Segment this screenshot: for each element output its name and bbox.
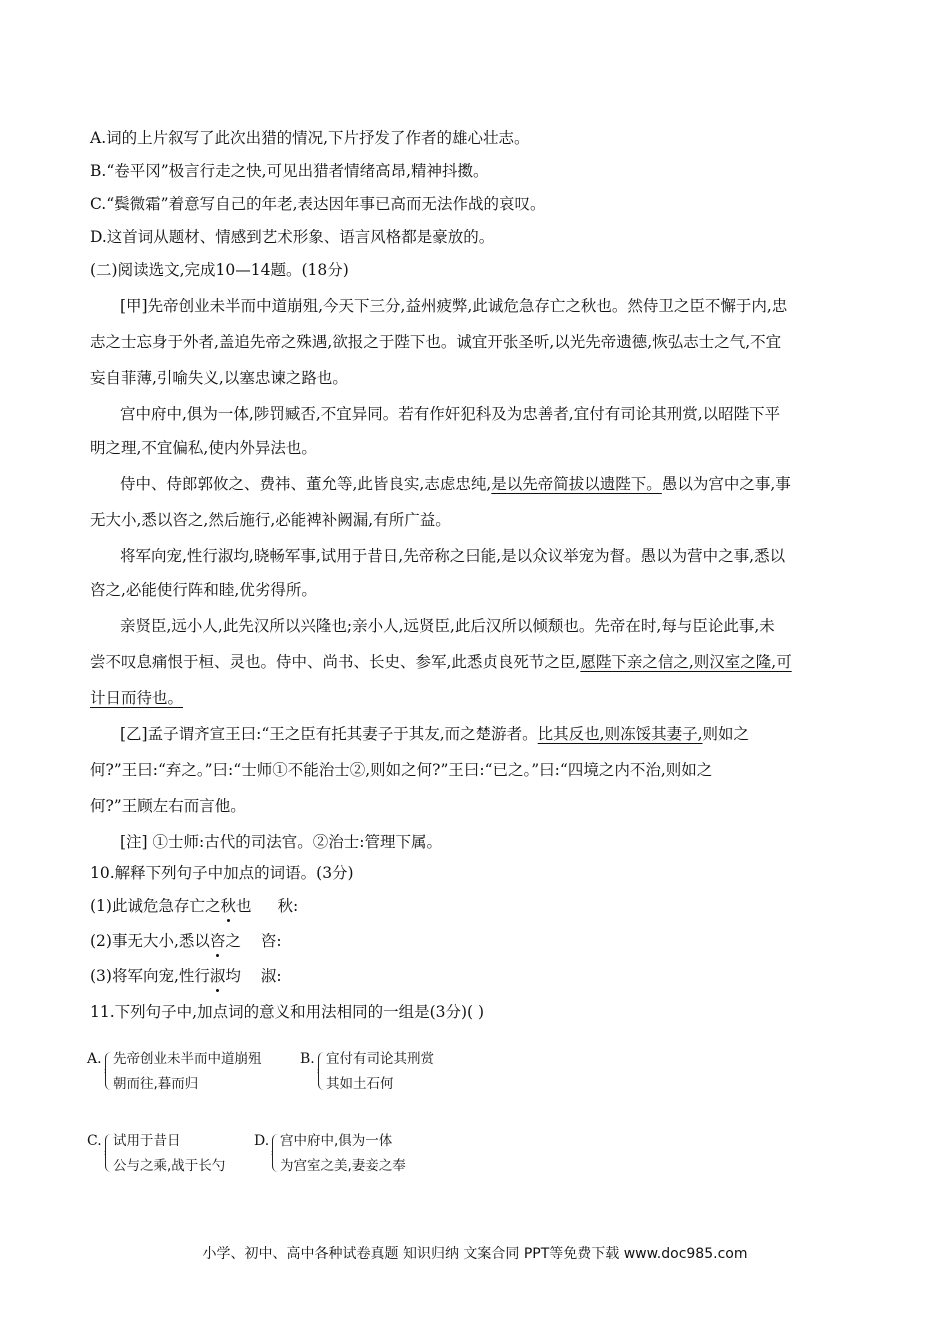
brace-icon <box>105 1052 113 1090</box>
yi-line1 <box>90 723 895 745</box>
jia-p1-line2: 志之士忘身于外者,盖追先帝之殊遇,欲报之于陛下也。诚宜开张圣听,以光先帝遗德,恢弘志士之气,不宜 <box>90 333 782 351</box>
q10-item-1 <box>90 895 298 917</box>
jia-p4-line1: 将军向宠,性行淑均,晓畅军事,试用于昔日,先帝称之曰能,是以众议举宠为督。愚以为营中之事,悉以 <box>120 547 786 565</box>
q10-item-2 <box>90 930 282 952</box>
q10-item-1-answer-label: 秋: <box>277 897 299 915</box>
option-b-line1: 宜付有司论其刑赏 <box>326 1051 434 1067</box>
brace-icon <box>318 1052 326 1090</box>
q10-item-1-pre: (1)此诚危急存亡之 <box>90 897 221 915</box>
jia-p1-line1: [甲]先帝创业未半而中道崩殂,今天下三分,益州疲弊,此诚危急存亡之秋也。然侍卫之臣不懈于内,忠 <box>120 297 788 315</box>
q10-item-3-post: 均 <box>225 967 241 985</box>
jia-p3-text-b: 愚以为宫中之事,事 <box>661 475 791 493</box>
dotted-word: 咨 <box>209 932 226 950</box>
dotted-word: 秋 <box>220 897 236 915</box>
q10-item-1-post: 也 <box>235 897 252 915</box>
q10-item-2-pre: (2)事无大小,悉以 <box>90 932 210 950</box>
q11-stem: 11.下列句子中,加点词的意义和用法相同的一组是(3分)( ) <box>90 1003 485 1021</box>
option-a-line2: 朝而往,暮而归 <box>113 1076 199 1092</box>
jia-p5-text-a: 尝不叹息痛恨于桓、灵也。侍中、尚书、长史、参军,此悉贞良死节之臣, <box>90 653 581 671</box>
underlined-sentence-2a: 愿陛下亲之信之,则汉室之隆,可 <box>580 653 792 671</box>
jia-p3-line1 <box>90 473 895 495</box>
page-footer: 小学、初中、高中各种试卷真题 知识归纳 文案合同 PPT等免费下载 www.doc985.com <box>202 1246 748 1262</box>
yi-line3: 何?”王顾左右而言他。 <box>90 797 246 815</box>
jia-p2-line2: 明之理,不宜偏私,使内外异法也。 <box>90 439 317 457</box>
jia-p1-line3: 妄自菲薄,引喻失义,以塞忠谏之路也。 <box>90 369 348 387</box>
yi-line2: 何?”王曰:“弃之。”曰:“士师①不能治士②,则如之何?”王曰:“已之。”曰:“四境之内不治,则如之 <box>90 761 713 779</box>
choice-d: D.这首词从题材、情感到艺术形象、语言风格都是豪放的。 <box>90 228 495 246</box>
yi-text-a: [乙]孟子谓齐宣王曰:“王之臣有托其妻子于其友,而之楚游者。 <box>120 725 538 743</box>
jia-p2-line1: 宫中府中,俱为一体,陟罚臧否,不宜异同。若有作奸犯科及为忠善者,宜付有司论其刑赏,以昭陛下平 <box>120 405 781 423</box>
option-c-line1: 试用于昔日 <box>113 1133 181 1149</box>
q11-option-b[interactable] <box>300 1049 500 1097</box>
annotation-note: [注] ①士师:古代的司法官。②治士:管理下属。 <box>120 833 442 851</box>
choice-a: A.词的上片叙写了此次出猎的情况,下片抒发了作者的雄心壮志。 <box>90 129 530 147</box>
q10-item-3-answer-label: 淑: <box>260 967 282 985</box>
choice-c: C.“鬓微霜”着意写自己的年老,表达因年事已高而无法作战的哀叹。 <box>90 195 546 213</box>
option-letter: D. <box>254 1133 270 1149</box>
choice-b: B.“卷平冈”极言行走之快,可见出猎者情绪高昂,精神抖擞。 <box>90 162 489 180</box>
jia-p4-line2: 咨之,必能使行阵和睦,优劣得所。 <box>90 581 317 599</box>
option-a-line1: 先帝创业未半而中道崩殂 <box>113 1051 262 1067</box>
q11-option-d[interactable] <box>254 1131 454 1179</box>
option-letter: B. <box>300 1051 315 1067</box>
jia-p3-line2: 无大小,悉以咨之,然后施行,必能裨补阙漏,有所广益。 <box>90 511 451 529</box>
q11-option-a[interactable] <box>87 1049 287 1097</box>
jia-p5-line1: 亲贤臣,远小人,此先汉所以兴隆也;亲小人,远贤臣,此后汉所以倾颓也。先帝在时,每与臣论此事,未 <box>120 617 775 635</box>
q10-item-3-pre: (3)将军向宠,性行 <box>90 967 210 985</box>
option-letter: C. <box>87 1133 102 1149</box>
section-title: (二)阅读选文,完成10—14题。(18分) <box>90 261 349 279</box>
option-b-line2: 其如土石何 <box>326 1076 394 1092</box>
option-letter: A. <box>87 1051 102 1067</box>
jia-p5-line2 <box>90 651 865 673</box>
q10-item-2-answer-label: 咨: <box>260 932 282 950</box>
brace-icon <box>105 1134 113 1172</box>
option-d-line1: 宫中府中,俱为一体 <box>280 1133 393 1149</box>
option-c-line2: 公与之乘,战于长勺 <box>113 1158 226 1174</box>
jia-p5-line3 <box>90 687 865 709</box>
jia-p3-text-a: 侍中、侍郎郭攸之、费祎、董允等,此皆良实,志虑忠纯, <box>120 475 492 493</box>
underlined-sentence-1: 是以先帝简拔以遗陛下。 <box>491 475 662 493</box>
underlined-sentence-3: 比其反也,则冻馁其妻子, <box>537 725 703 743</box>
brace-icon <box>272 1134 280 1172</box>
q11-option-c[interactable] <box>87 1131 257 1179</box>
option-d-line2: 为宫室之美,妻妾之奉 <box>280 1158 406 1174</box>
q10-item-2-post: 之 <box>225 932 241 950</box>
underlined-sentence-2b: 计日而待也。 <box>90 689 184 707</box>
q10-item-3 <box>90 965 282 987</box>
q10-stem: 10.解释下列句子中加点的词语。(3分) <box>90 864 354 882</box>
yi-text-b: 则如之 <box>702 725 750 743</box>
dotted-word: 淑 <box>209 967 226 985</box>
